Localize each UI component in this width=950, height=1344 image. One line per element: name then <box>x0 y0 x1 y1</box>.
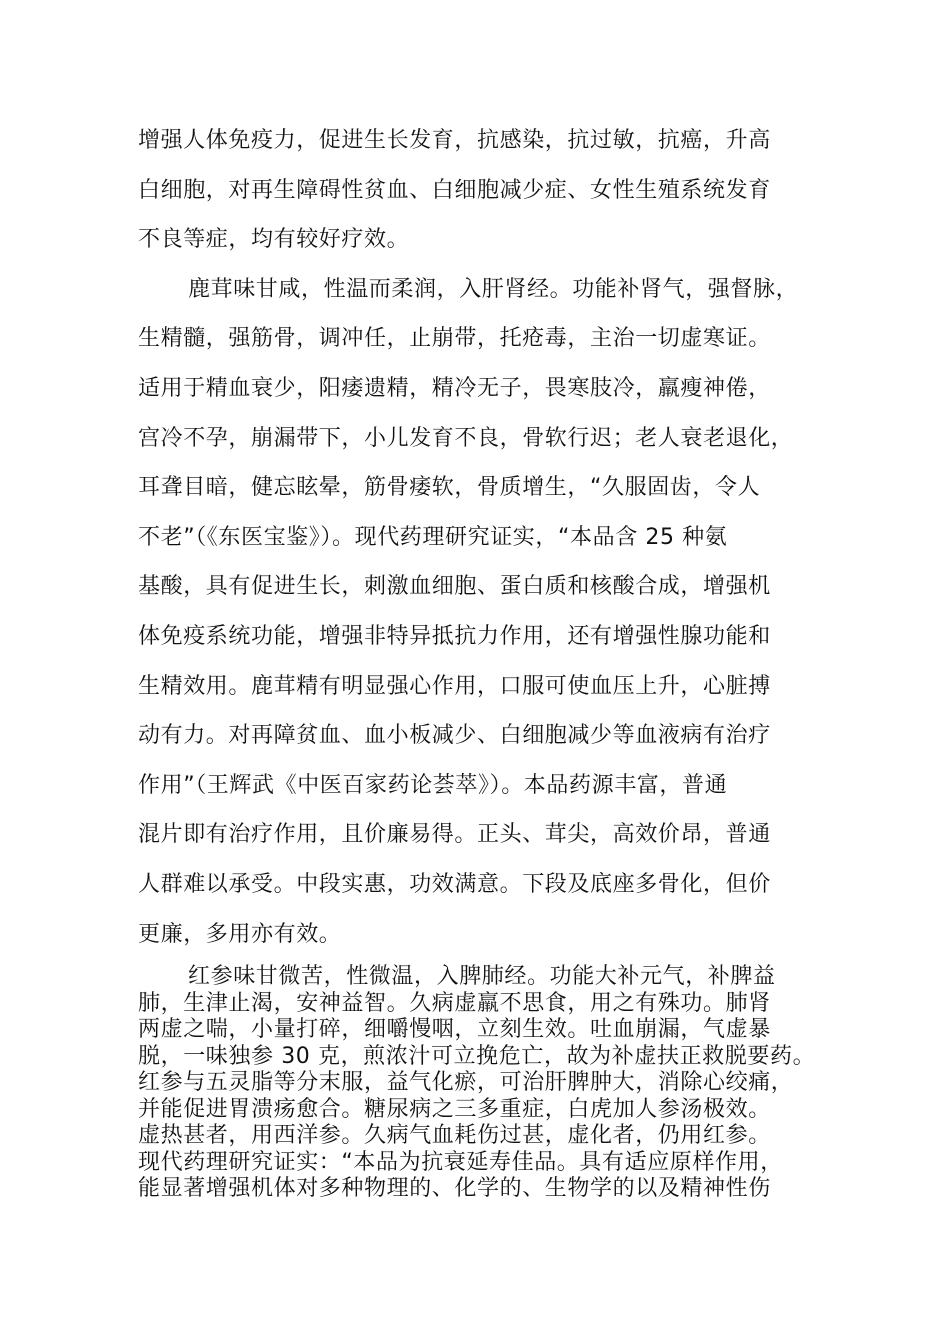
text-line: 白细胞，对再生障碍性贫血、白细胞减少症、女性生殖系统发育 <box>138 177 771 203</box>
paragraph-start-line: 红参味甘微苦，性微温，入脾肺经。功能大补元气，补脾益 <box>188 964 776 989</box>
text-line: 能显著增强机体对多种物理的、化学的、生物学的以及精神性伤 <box>138 1176 771 1201</box>
text-line: 动有力。对再障贫血、血小板减少、白细胞减少等血液病有治疗 <box>138 723 771 749</box>
text-line: 不老”（《东医宝鉴》）。现代药理研究证实，“本品含 25 种氨 <box>138 524 728 550</box>
text-line: 虚热甚者，用西洋参。久病气血耗伤过甚，虚化者，仍用红参。 <box>138 1123 771 1148</box>
paragraph-start-line: 鹿茸味甘咸，性温而柔润，入肝肾经。功能补肾气，强督脉， <box>188 276 799 302</box>
text-line: 体免疫系统功能，增强非特异抵抗力作用，还有增强性腺功能和 <box>138 623 771 649</box>
text-line: 现代药理研究证实：“本品为抗衰延寿佳品。具有适应原样作用， <box>138 1149 783 1175</box>
text-line: 不良等症，均有较好疗效。 <box>138 227 410 253</box>
text-line: 生精髓，强筋骨，调冲任，止崩带，托疮毒，主治一切虚寒证。 <box>138 326 771 352</box>
text-line: 生精效用。鹿茸精有明显强心作用，口服可使血压上升，心脏搏 <box>138 673 771 699</box>
text-line: 基酸，具有促进生长，刺激血细胞、蛋白质和核酸合成，增强机 <box>138 574 771 600</box>
text-line: 适用于精血衰少，阳痿遗精，精冷无子，畏寒肢冷，羸瘦神倦， <box>138 375 771 401</box>
text-line: 并能促进胃溃疡愈合。糖尿病之三多重症，白虎加人参汤极效。 <box>138 1096 771 1122</box>
text-line: 宫冷不孕，崩漏带下，小儿发育不良，骨软行迟；老人衰老退化， <box>138 425 794 451</box>
text-line: 混片即有治疗作用，且价廉易得。正头、茸尖，高效价昂，普通 <box>138 822 771 848</box>
text-block-upper <box>138 116 818 959</box>
text-line: 更廉，多用亦有效。 <box>138 921 342 947</box>
text-line: 增强人体免疫力，促进生长发育，抗感染，抗过敏，抗癌，升高 <box>138 128 771 153</box>
text-line: 脱，一味独参 30 克，煎浓汁可立挽危亡，故为补虚扶正救脱要药。 <box>138 1043 816 1069</box>
text-line: 红参与五灵脂等分末服，益气化瘀，可治肝脾肿大，消除心绞痛， <box>138 1070 794 1095</box>
text-line: 人群难以承受。中段实惠，功效满意。下段及底座多骨化，但价 <box>138 871 771 897</box>
text-line: 耳聋目暗，健忘眩晕，筋骨痿软，骨质增生，“久服固齿，令人 <box>138 475 761 501</box>
text-line: 两虚之喘，小量打碎，细嚼慢咽，立刻生效。吐血崩漏，气虚暴 <box>138 1017 771 1042</box>
text-line: 作用”（王辉武《中医百家药论荟萃》）。本品药源丰富，普通 <box>138 772 728 798</box>
text-block-lower <box>138 964 818 1203</box>
text-line: 肺，生津止渴，安神益智。久病虚羸不思食，用之有殊功。肺肾 <box>138 990 771 1016</box>
